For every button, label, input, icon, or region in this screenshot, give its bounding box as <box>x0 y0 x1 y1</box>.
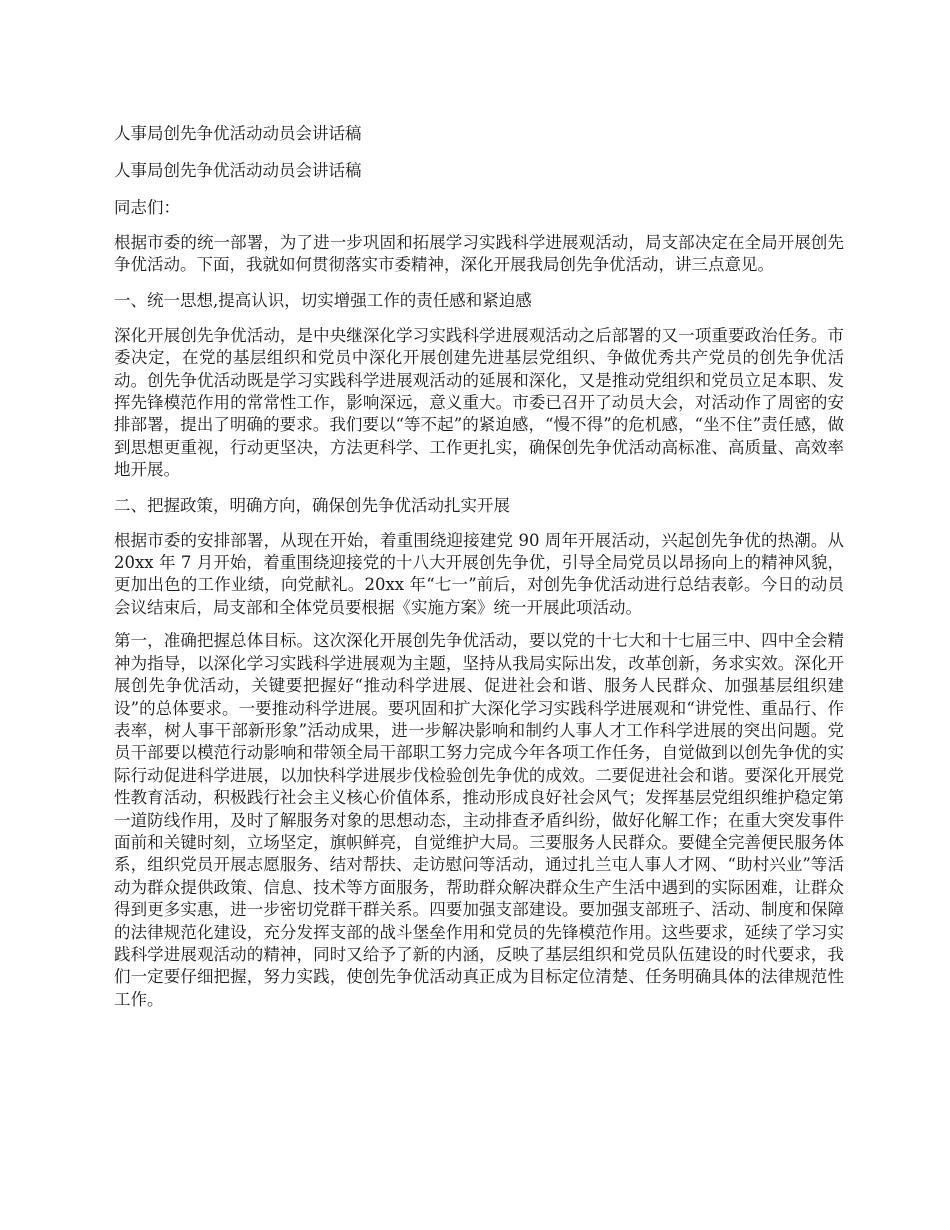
section-2-paragraph: 根据市委的安排部署，从现在开始，着重围绕迎接建党 90 周年开展活动，兴起创先争优的热潮。从 20xx 年 7 月开始，着重围绕迎接党的十八大开展创先争优，引导全局党员以昂扬向上的精神风貌，更加出色的工作业绩，向党献礼。20xx 年“七一”前后，对创先争优活动进行总结表彰。今日的动员会议结束后，局支部和全体党员要根据《实施方案》统一开展此项活动。 <box>114 530 844 617</box>
point-1-paragraph: 第一，准确把握总体目标。这次深化开展创先争优活动，要以党的十七大和十七届三中、四中全会精神为指导，以深化学习实践科学进展观为主题，坚持从我局实际出发，改革创新，务求实效。深化开展创先争优活动，关键要把握好“推动科学进展、促进社会和谐、服务人民群众、加强基层组织建设”的总体要求。一要推动科学进展。要巩固和扩大深化学习实践科学进展观和“讲党性、重品行、作表率，树人事干部新形象”活动成果，进一步解决影响和制约人事人才工作科学进展的突出问题。党员干部要以模范行动影响和带领全局干部职工努力完成今年各项工作任务，自觉做到以创先争优的实际行动促进科学进展，以加快科学进展步伐检验创先争优的成效。二要促进社会和谐。要深化开展党性教育活动，积极践行社会主义核心价值体系，推动形成良好社会风气；发挥基层党组织维护稳定第一道防线作用，及时了解服务对象的思想动态，主动排查矛盾纠纷，做好化解工作；在重大突发事件面前和关键时刻，立场坚定，旗帜鲜亮，自觉维护大局。三要服务人民群众。要健全完善便民服务体系，组织党员开展志愿服务、结对帮扶、走访慰问等活动，通过扎兰屯人事人才网、“助村兴业”等活动为群众提供政策、信息、技术等方面服务，帮助群众解决群众生产生活中遇到的实际困难，让群众得到更多实惠，进一步密切党群干群关系。四要加强支部建设。要加强支部班子、活动、制度和保障的法律规范化建设，充分发挥支部的战斗堡垒作用和党员的先锋模范作用。这些要求，延续了学习实践科学进展观活动的精神，同时又给予了新的内涵，反映了基层组织和党员队伍建设的时代要求，我们一定要仔细把握，努力实践，使创先争优活动真正成为目标定位清楚、任务明确具体的法律规范性工作。 <box>114 631 844 1009</box>
intro-paragraph: 根据市委的统一部署，为了进一步巩固和拓展学习实践科学进展观活动，局支部决定在全局开展创先争优活动。下面，我就如何贯彻落实市委精神，深化开展我局创先争优活动，讲三点意见。 <box>114 233 844 275</box>
document-subtitle: 人事局创先争优活动动员会讲话稿 <box>114 161 362 180</box>
salutation: 同志们： <box>114 198 180 217</box>
document-title: 人事局创先争优活动动员会讲话稿 <box>114 124 362 143</box>
section-2-heading: 二、把握政策，明确方向，确保创先争优活动扎实开展 <box>114 495 510 515</box>
section-1-heading: 一、统一思想,提高认识，切实增强工作的责任感和紧迫感 <box>114 290 532 310</box>
document-page <box>114 121 844 1022</box>
section-1-paragraph: 深化开展创先争优活动，是中央继深化学习实践科学进展观活动之后部署的又一项重要政治任务。市委决定，在党的基层组织和党员中深化开展创建先进基层党组织、争做优秀共产党员的创先争优活动。创先争优活动既是学习实践科学进展观活动的延展和深化，又是推动党组织和党员立足本职、发挥先锋模范作用的常常性工作，影响深远，意义重大。市委已召开了动员大会，对活动作了周密的安排部署，提出了明确的要求。我们要以“等不起”的紧迫感，“慢不得”的危机感，“坐不住”责任感，做到思想更重视，行动更坚决，方法更科学、工作更扎实，确保创先争优活动高标准、高质量、高效率地开展。 <box>114 325 844 480</box>
